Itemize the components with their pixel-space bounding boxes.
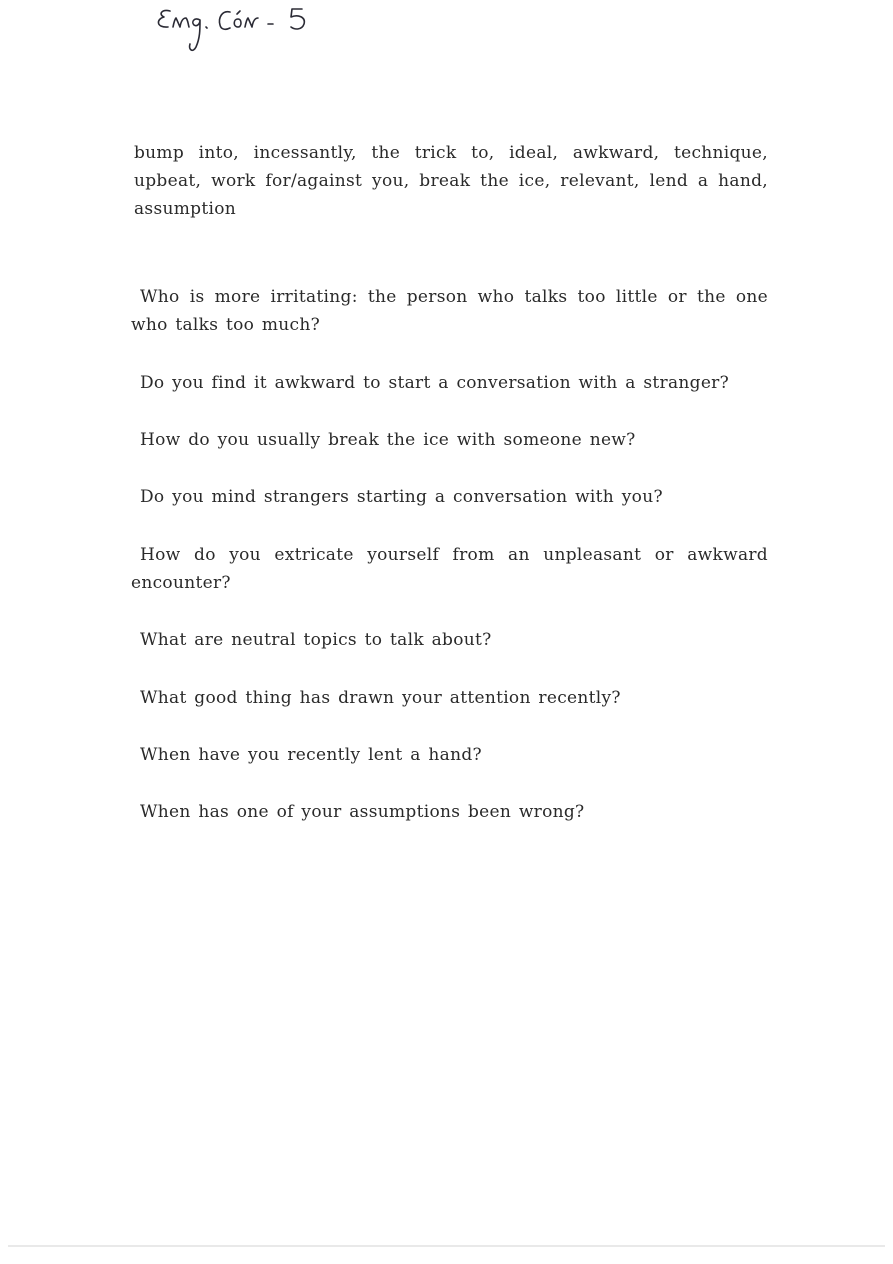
question-1-text: Who is more irritating: the person who talks too little or the one who talks too much?	[131, 287, 768, 335]
question-3-text: How do you usually break the ice with someone new?	[140, 430, 636, 450]
question-6-text: What are neutral topics to talk about?	[140, 630, 492, 650]
question-6	[131, 626, 768, 654]
question-1	[131, 283, 768, 339]
question-5	[131, 541, 768, 597]
question-9-text: When has one of your assumptions been wrong?	[140, 802, 585, 822]
question-9	[131, 798, 768, 826]
question-2-text: Do you find it awkward to start a conversation with a stranger?	[140, 373, 730, 393]
question-8	[131, 741, 768, 769]
question-8-text: When have you recently lent a hand?	[140, 745, 482, 765]
question-5-text: How do you extricate yourself from an unpleasant or awkward encounter?	[131, 545, 768, 593]
question-4	[131, 483, 768, 511]
question-2	[131, 369, 768, 397]
handwritten-signature-drawing	[150, 0, 330, 62]
question-3	[131, 426, 768, 454]
question-7	[131, 684, 768, 712]
question-7-text: What good thing has drawn your attention recently?	[140, 688, 621, 708]
vocabulary-list: bump into, incessantly, the trick to, ideal, awkward, technique, upbeat, work for/against you, break the ice, relevant, lend a hand, assumption	[134, 143, 768, 219]
scan-bottom-edge	[8, 1245, 885, 1247]
question-4-text: Do you mind strangers starting a conversation with you?	[140, 487, 663, 507]
handwritten-title	[150, 0, 330, 62]
